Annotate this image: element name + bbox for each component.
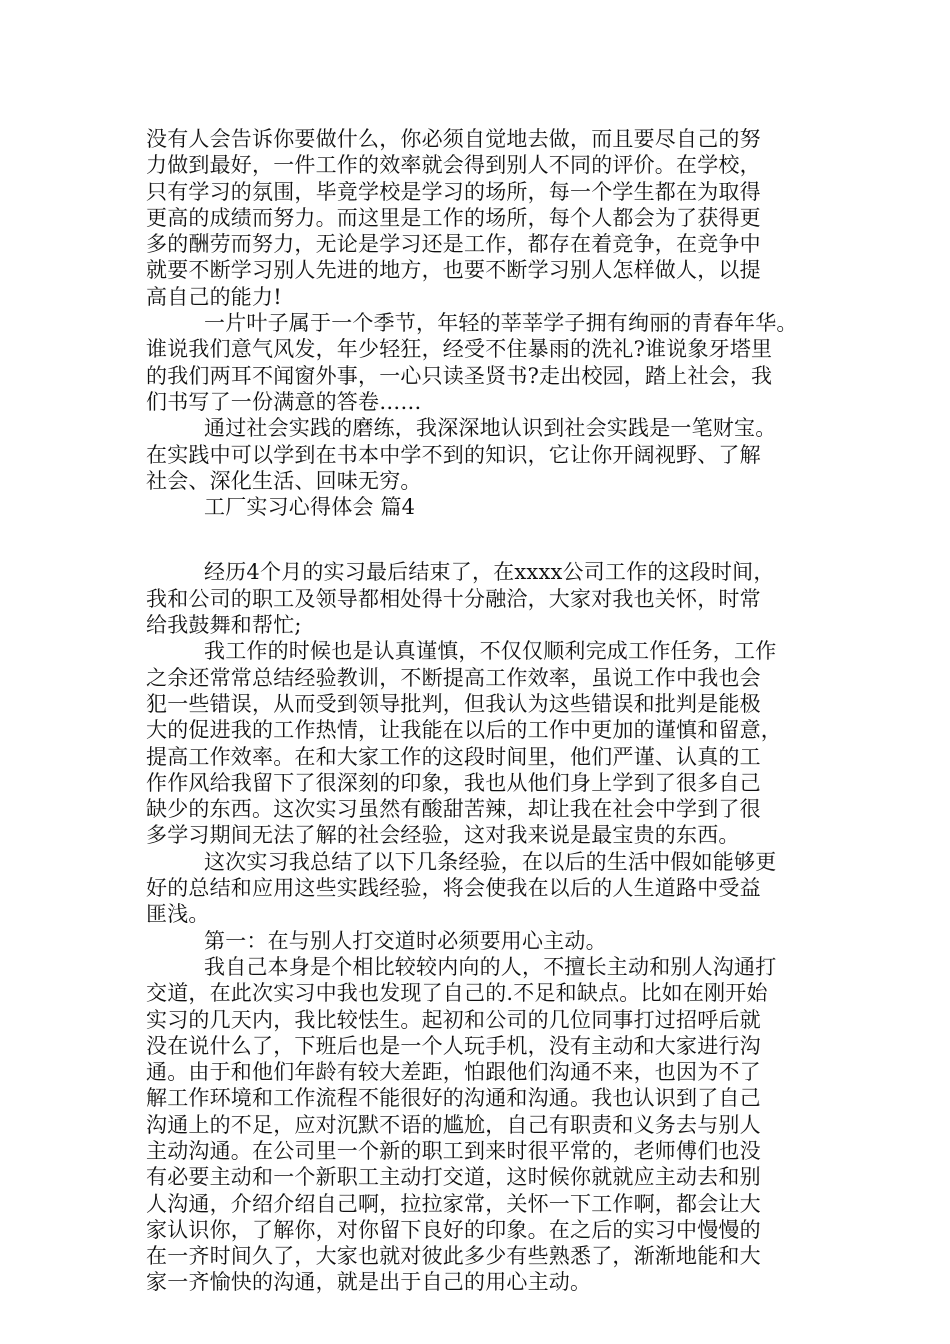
text-line: 力做到最好，一件工作的效率就会得到别人不同的评价。在学校， [146, 153, 761, 178]
text-line: 沟通上的不足，应对沉默不语的尴尬，自己有职责和义务去与别人 [146, 1112, 761, 1137]
section-heading: 工厂实习心得体会 篇4 [204, 495, 416, 520]
text-line: 在实践中可以学到在书本中学不到的知识，它让你开阔视野、了解 [146, 442, 761, 467]
text-line: 社会、深化生活、回味无穷。 [146, 468, 422, 493]
text-line: 交道，在此次实习中我也发现了自己的.不足和缺点。比如在刚开始 [146, 981, 768, 1006]
text-line: 通。由于和他们年龄有较大差距，怕跟他们沟通不来，也因为不了 [146, 1060, 761, 1085]
text-line: 一片叶子属于一个季节，年轻的莘莘学子拥有绚丽的青春年华。 [204, 311, 798, 336]
text-line: 家认识你，了解你，对你留下良好的印象。在之后的实习中慢慢的 [146, 1217, 761, 1242]
text-line: 没有人会告诉你要做什么，你必须自觉地去做，而且要尽自己的努 [146, 127, 761, 151]
text-line: 们书写了一份满意的答卷…… [146, 389, 422, 414]
text-line: 作作风给我留下了很深刻的印象，我也从他们身上学到了很多自己 [146, 770, 761, 795]
text-line: 提高工作效率。在和大家工作的这段时间里，他们严谨、认真的工 [146, 744, 761, 769]
text-line: 我和公司的职工及领导都相处得十分融洽，大家对我也关怀，时常 [146, 586, 761, 611]
paragraph-5 [146, 638, 808, 848]
paragraph-1 [146, 126, 808, 310]
paragraph-8 [146, 954, 808, 1296]
text-line: 第一：在与别人打交道时必须要用心主动。 [204, 928, 607, 953]
text-line: 犯一些错误，从而受到领导批判，但我认为这些错误和批判是能极 [146, 691, 761, 716]
text-line: 匪浅。 [146, 902, 210, 927]
paragraph-6 [146, 849, 808, 928]
text-line: 家一齐愉快的沟通，就是出于自己的用心主动。 [146, 1270, 592, 1295]
paragraph-7 [146, 928, 808, 954]
text-line: 缺少的东西。这次实习虽然有酸甜苦辣，却让我在社会中学到了很 [146, 797, 761, 822]
text-line: 人沟通，介绍介绍自己啊，拉拉家常，关怀一下工作啊，都会让大 [146, 1191, 761, 1216]
document-page [146, 126, 808, 1296]
text-line: 在一齐时间久了，大家也就对彼此多少有些熟悉了，渐渐地能和大 [146, 1244, 761, 1269]
text-line: 这次实习我总结了以下几条经验，在以后的生活中假如能够更 [204, 849, 777, 874]
text-line: 没在说什么了，下班后也是一个人玩手机，没有主动和大家进行沟 [146, 1033, 761, 1058]
text-line: 实习的几天内，我比较怯生。起初和公司的几位同事打过招呼后就 [146, 1007, 761, 1032]
text-line: 的我们两耳不闻窗外事，一心只读圣贤书?走出校园，踏上社会，我 [146, 363, 773, 388]
text-line: 主动沟通。在公司里一个新的职工到来时很平常的，老师傅们也没 [146, 1138, 761, 1163]
text-line: 解工作环境和工作流程不能很好的沟通和沟通。我也认识到了自己 [146, 1086, 761, 1111]
text-line: 给我鼓舞和帮忙; [146, 613, 302, 638]
text-line: 之余还常常总结经验教训，不断提高工作效率，虽说工作中我也会 [146, 665, 761, 690]
text-line: 多的酬劳而努力，无论是学习还是工作，都存在着竞争，在竞争中 [146, 232, 761, 257]
text-line: 有必要主动和一个新职工主动打交道，这时候你就就应主动去和别 [146, 1165, 761, 1190]
text-line: 高自己的能力! [146, 284, 282, 309]
text-line: 就要不断学习别人先进的地方，也要不断学习别人怎样做人，以提 [146, 258, 761, 283]
text-line: 通过社会实践的磨练，我深深地认识到社会实践是一笔财宝。 [204, 416, 777, 441]
text-line: 大的促进我的工作热情，让我能在以后的工作中更加的谨慎和留意， [146, 718, 782, 743]
text-line: 谁说我们意气风发，年少轻狂，经受不住暴雨的洗礼?谁说象牙塔里 [146, 337, 773, 362]
text-line: 只有学习的氛围，毕竟学校是学习的场所，每一个学生都在为取得 [146, 179, 761, 204]
blank-spacer [146, 520, 808, 559]
paragraph-2 [146, 310, 808, 415]
text-line: 多学习期间无法了解的社会经验，这对我来说是最宝贵的东西。 [146, 823, 740, 848]
text-line: 我自己本身是个相比较较内向的人，不擅长主动和别人沟通打 [204, 954, 777, 979]
text-line: 经历4个月的实习最后结束了，在xxxx公司工作的这段时间， [204, 560, 775, 585]
paragraph-3 [146, 415, 808, 494]
text-line: 我工作的时候也是认真谨慎，不仅仅顺利完成工作任务，工作 [204, 639, 777, 664]
text-line: 更高的成绩而努力。而这里是工作的场所，每个人都会为了获得更 [146, 205, 761, 230]
text-line: 好的总结和应用这些实践经验，将会使我在以后的人生道路中受益 [146, 876, 761, 901]
paragraph-4 [146, 559, 808, 638]
